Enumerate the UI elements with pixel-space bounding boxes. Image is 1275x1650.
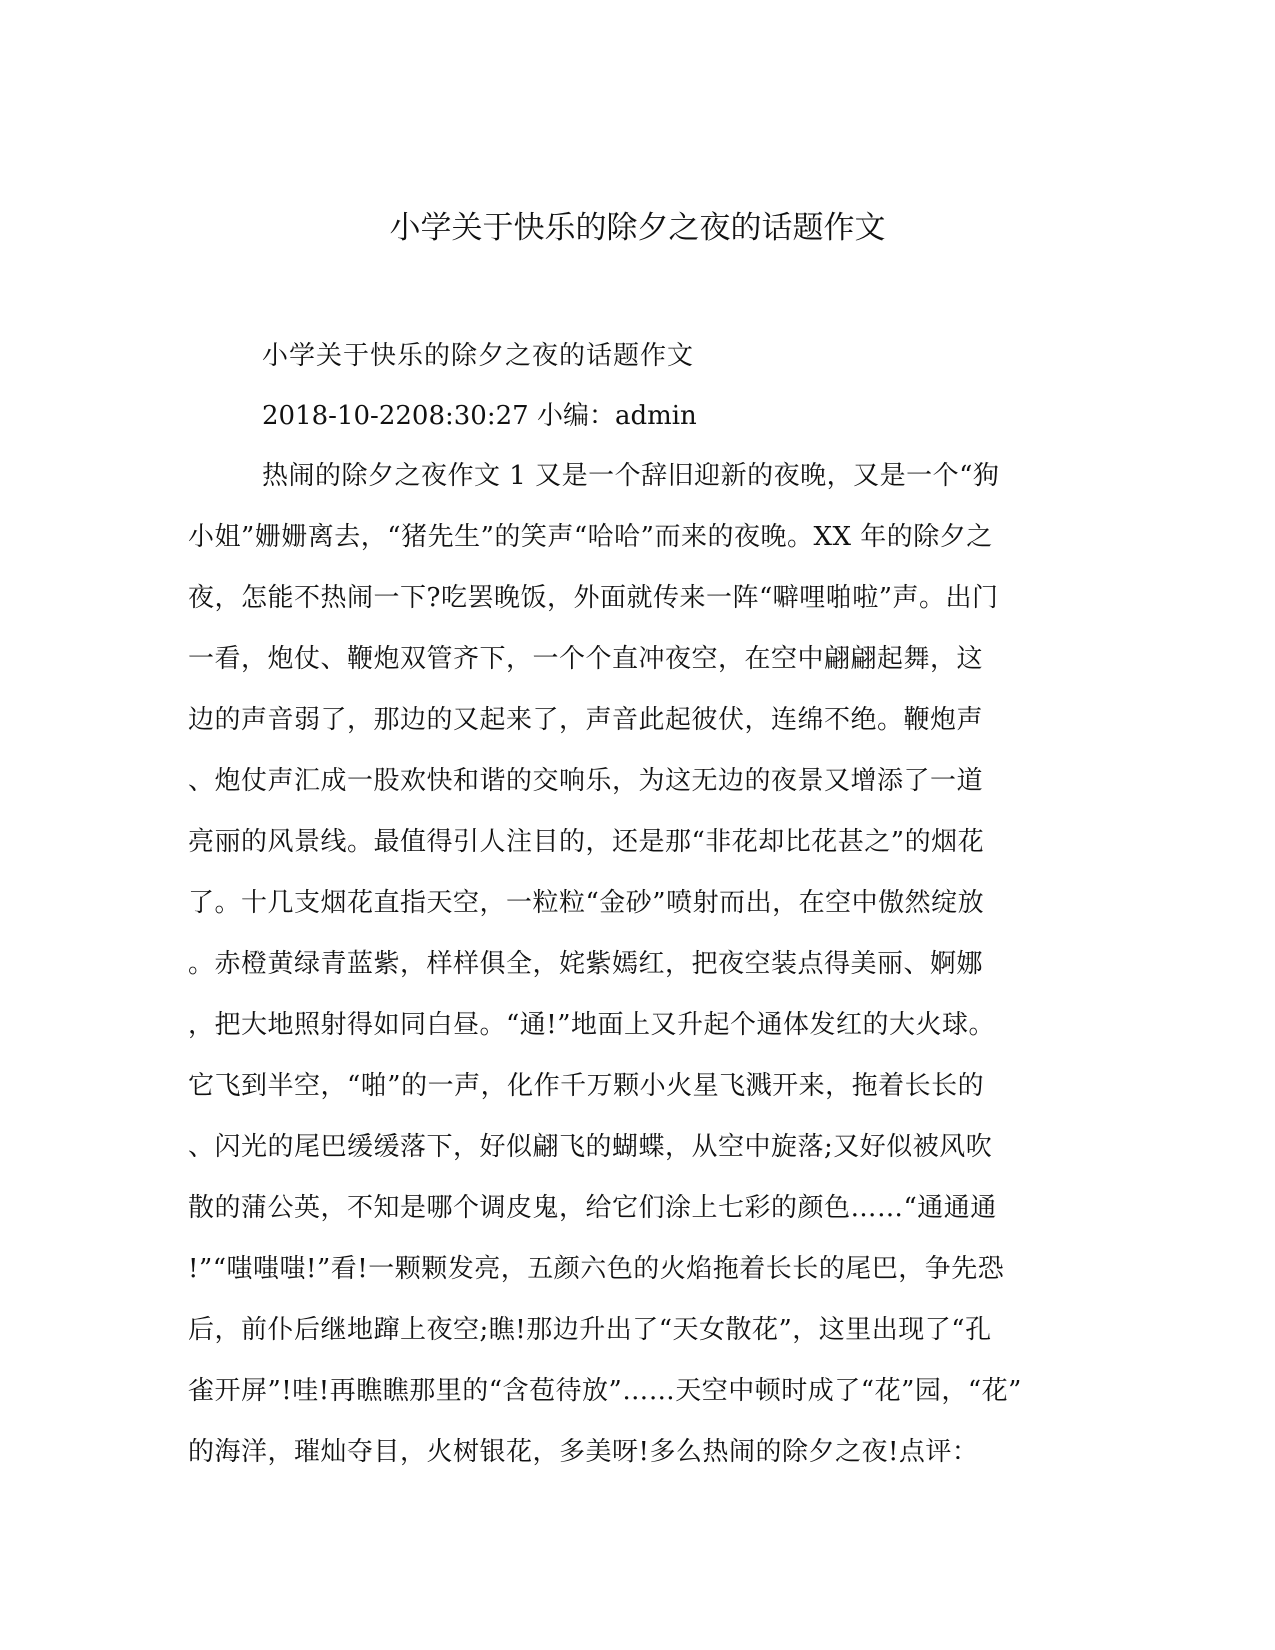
- body-line: 亮丽的风景线。最值得引人注目的，还是那“非花却比花甚之”的烟花: [188, 827, 985, 857]
- body-line: 一看，炮仗、鞭炮双管齐下，一个个直冲夜空，在空中翩翩起舞，这: [188, 644, 984, 674]
- body-line: 边的声音弱了，那边的又起来了，声音此起彼伏，连绵不绝。鞭炮声: [188, 705, 984, 735]
- body-line: !”“嗤嗤嗤!”看!一颗颗发亮，五颜六色的火焰拖着长长的尾巴，争先恐: [188, 1254, 1005, 1284]
- body-line: 、闪光的尾巴缓缓落下，好似翩飞的蝴蝶，从空中旋落;又好似被风吹: [188, 1132, 993, 1162]
- document-subtitle: 小学关于快乐的除夕之夜的话题作文: [262, 341, 695, 371]
- document-body: [188, 456, 1088, 1493]
- document-title: 小学关于快乐的除夕之夜的话题作文: [389, 210, 886, 246]
- body-line: 小姐”姗姗离去，“猪先生”的笑声“哈哈”而来的夜晚。XX 年的除夕之: [188, 522, 993, 552]
- body-line: ，把大地照射得如同白昼。“通!”地面上又升起个通体发红的大火球。: [188, 1010, 996, 1040]
- body-line: 后，前仆后继地蹿上夜空;瞧!那边升出了“天女散花”，这里出现了“孔: [188, 1315, 992, 1345]
- body-line: 夜，怎能不热闹一下?吃罢晚饭，外面就传来一阵“噼哩啪啦”声。出门: [188, 583, 999, 613]
- body-line: 。赤橙黄绿青蓝紫，样样俱全，姹紫嫣红，把夜空装点得美丽、婀娜: [188, 949, 984, 979]
- body-line: 、炮仗声汇成一股欢快和谐的交响乐，为这无边的夜景又增添了一道: [188, 766, 984, 796]
- body-line: 了。十几支烟花直指天空，一粒粒“金砂”喷射而出，在空中傲然绽放: [188, 888, 985, 918]
- document-meta: 2018-10-2208:30:27 小编：admin: [262, 401, 697, 431]
- body-line: 雀开屏”!哇!再瞧瞧那里的“含苞待放”……天空中顿时成了“花”园，“花”: [188, 1376, 1022, 1406]
- body-line: 散的蒲公英，不知是哪个调皮鬼，给它们涂上七彩的颜色……“通通通: [188, 1193, 997, 1223]
- body-line: 它飞到半空，“啪”的一声，化作千万颗小火星飞溅开来，拖着长长的: [188, 1071, 985, 1101]
- body-line: 的海洋，璀灿夺目，火树银花，多美呀!多么热闹的除夕之夜!点评：: [188, 1437, 979, 1467]
- body-line: 热闹的除夕之夜作文 1 又是一个辞旧迎新的夜晚，又是一个“狗: [262, 461, 1000, 491]
